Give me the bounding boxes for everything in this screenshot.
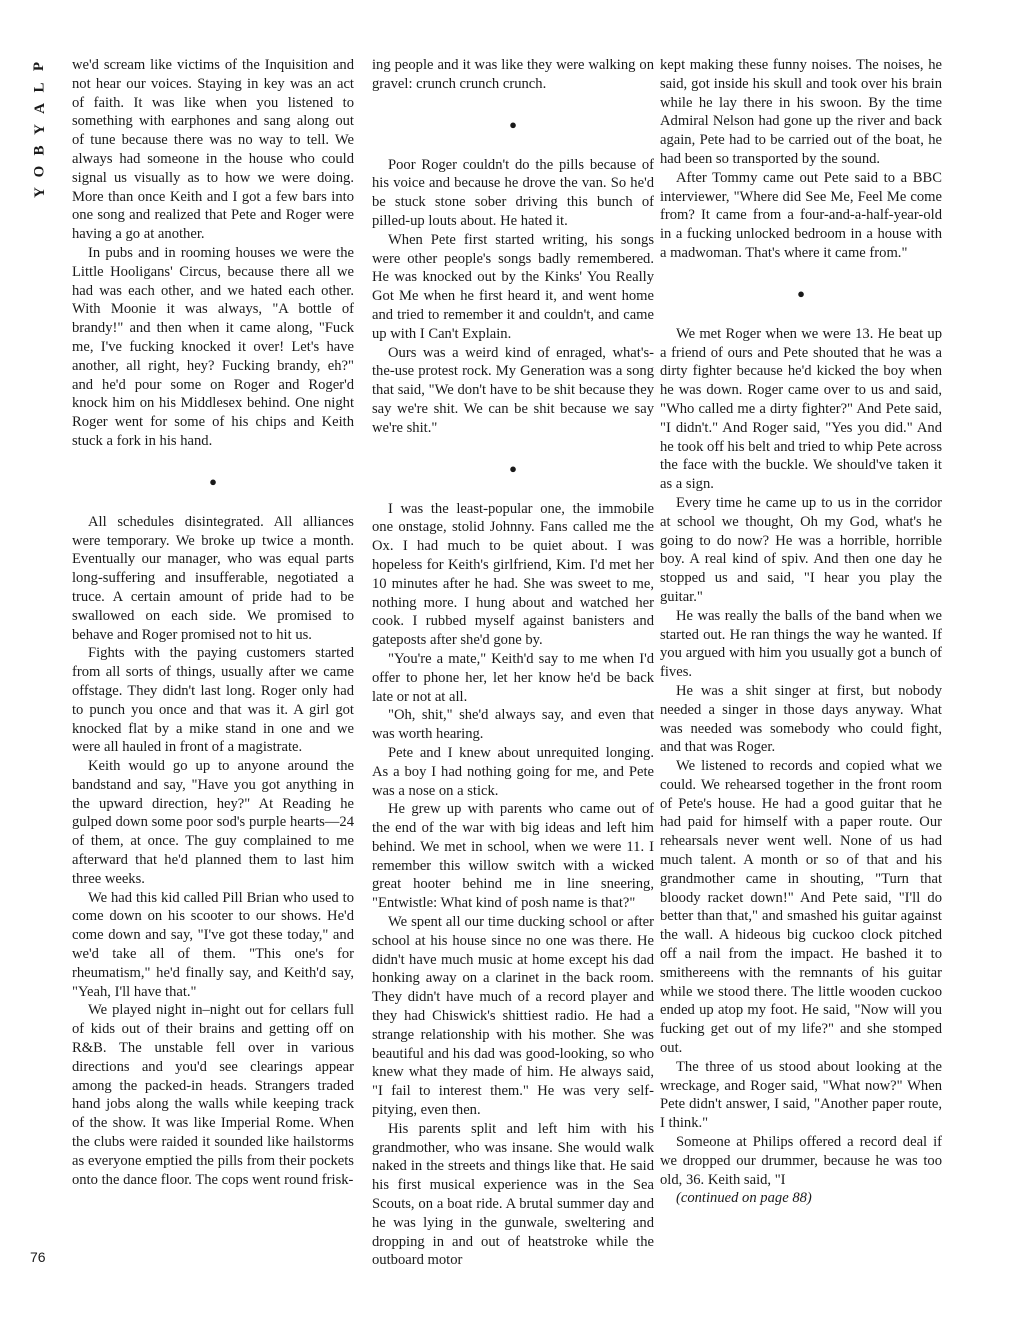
paragraph: Ours was a weird kind of enraged, what's-the-use protest rock. My Generation was a song that said, "We don't have to be shit because they say we're shit. We can be shit because we say we're shit." [372,344,654,436]
paragraph: ing people and it was like they were walking on gravel: crunch crunch crunch. [372,57,654,92]
paragraph: Every time he came up to us in the corridor at school we thought, Oh my God, what's he going to do now? He was a horrible, horrible boy. A real kind of spiv. And then one day he stopped us and said, "I hear you play the guitar." [660,494,942,605]
paragraph: He was really the balls of the band when we started out. He ran things the way he wanted. If you argued with him you usually got a bunch of fives. [660,607,942,681]
paragraph: We listened to records and copied what we could. We rehearsed together in the front room of Pete's house. He had a good guitar that he had paid for himself with a paper route. Our rehearsals never went well. None of us had much talent. A month or so of that and his grandmother came in shouting, "Turn that bloody racket down!" And Pete said, "I'll do better than that," and smashed his guitar against the wall. A hideous big cuckoo clock pitched off a nail from the impact. He bashed it to smithereens with the remnants of his guitar while we stood there. The little wooden cuckoo ended up atop my foot. He said, "Now will you fucking get out of my life?" and she stomped out. [660,758,942,1057]
paragraph: we'd scream like victims of the Inquisition and not hear our voices. Staying in key was an act of faith. It was like when you listened to something with earphones and sang along out of tune because there was no way to tell. We always had someone in the house who could signal us visually as to how we were doing. More than once Keith and I got a few bars into one song and realized that Pete and Roger were having a go at another. [72,57,354,243]
section-break-bullet: ● [797,285,805,301]
paragraph: We met Roger when we were 13. He beat up a friend of ours and Pete shouted that he was a dirty fighter because he'd kicked the boy when he was down. Roger came over to us and said, "Who called me a dirty fighter?" And Pete said, "I didn't." And Roger said, "Yes you did." And he took off his belt and tried to whip Pete across the face with the buckle. We should've taken it as a sign. [660,325,942,493]
paragraph: All schedules disintegrated. All alliances were temporary. We broke up twice a month. Eventually our manager, who was equal parts long-suffering and insufferable, negotiated a truce. A certain amount of pride had to be swallowed on each side. We promised to behave and Roger promised not to hit us. [72,513,354,643]
continued-note: (continued on page 88) [676,1190,812,1207]
paragraph: Someone at Philips offered a record deal if we dropped our drummer, because he was too old, 36. Keith said, "I [660,1134,942,1188]
paragraph: Poor Roger couldn't do the pills because of his voice and because he drove the van. So he'd be stuck stone sober driving this bunch of pilled-up louts about. He hated it. [372,156,654,229]
paragraph: We played night in–night out for cellars full of kids out of their brains and getting off on R&B. The unstable fell over in various directions and you'd see clearings appear among the packed-in heads. Strangers traded hand jobs along the walls while keeping track of the show. It was like Imperial Rome. When the clubs were raided it sounded like hailstorms as everyone emptied the pills from their pockets onto the dance floor. The cops went round frisk- [72,1002,354,1188]
paragraph: Fights with the paying customers started from all sorts of things, usually after we came offstage. They didn't last long. Roger only had to punch you once and that was it. A girl got knocked flat by a mike stand in one and we were all hauled in front of a magistrate. [72,645,354,756]
paragraph: We had this kid called Pill Brian who used to come down on his scooter to our shows. He'd come down and say, "I've got these today," and we'd take all of them. "This one's for rheumatism," he'd finally say, and Keith'd say, "Yeah, I'll have that." [72,889,354,1000]
paragraph: His parents split and left him with his grandmother, who was insane. She would walk naked in the streets and things like that. He said his first musical experience was in the Sea Scouts, on a boat ride. A brutal summer day and he was lying in the gunwale, sweltering and dropping in and out of heatstroke while the outboard motor [372,1120,654,1269]
masthead-letter: Y [31,124,48,135]
page-number: 76 [30,1249,46,1265]
paragraph: "You're a mate," Keith'd say to me when I'd offer to phone her, let her know he'd be back late or not at all. [372,650,654,705]
masthead-letter: O [31,165,48,178]
paragraph: Pete and I knew about unrequited longing. As a boy I had nothing going for me, and Pete was a nose on a stick. [372,744,654,799]
magazine-masthead [30,56,50,203]
masthead-letter: P [31,61,48,72]
paragraph: After Tommy came out Pete said to a BBC interviewer, "Where did See Me, Feel Me come from? It came from a four-and-a-half-year-old in a fucking unlocked bedroom in a house with a madwoman. That's where it came from." [660,169,942,261]
masthead-letter: L [31,82,48,93]
section-break-bullet: ● [509,116,517,132]
masthead-letter: B [31,145,48,156]
section-break-bullet: ● [509,460,517,476]
text-column-2 [372,56,654,1271]
paragraph: kept making these funny noises. The noises, he said, got inside his skull and took over his brain while he lay there in his swoon. By the time Admiral Nelson had gone up the river and back again, Pete had to be carried out of the boat, he had been so transported by the sound. [660,57,942,167]
masthead-letter: Y [31,187,48,198]
section-break-bullet: ● [209,473,217,489]
paragraph: He was a shit singer at first, but nobody needed a singer in those days anyway. What was needed was somebody who could fight, and that was Roger. [660,682,942,756]
paragraph: In pubs and in rooming houses we were the Little Hooligans' Circus, because there all we had was each other, and we hated each other. With Moonie it was always, "A bottle of brandy!" and then when it came along, "Fuck me, I've fucking knocked it over! Let's have another, all right, hey? Fucking brandy, eh?" and he'd pour some on Roger and Roger'd knock him on his Middlesex behind. One night Roger went for some of his chips and Keith stuck a fork in his hand. [72,244,354,449]
masthead-letter: A [31,103,48,114]
paragraph: "Oh, shit," she'd always say, and even that was worth hearing. [372,707,654,743]
paragraph: We spent all our time ducking school or after school at his house since no one was there. He didn't have much music at home except his dad honking away on a clarinet in the back room. They didn't have much of a record player and they had Chiswick's shittiest radio. He had a strange relationship with his mother. She was beautiful and his dad was good-looking, so who knew what they made of him. He always said, "I fail to interest them." He was very self-pitying, even then. [372,914,654,1119]
paragraph: I was the least-popular one, the immobile one onstage, stolid Johnny. Fans called me the Ox. I had much to be quiet about. I was hopeless for Keith's girlfriend, Kim. I'd met her 10 minutes after he had. She was sweet to me, nothing more. I hung about and watched her cook. I rubbed myself against banisters and gateposts after she'd gone by. [372,500,654,649]
paragraph: Keith would go up to anyone around the bandstand and say, "Have you got anything in the upward direction, hey?" At Reading he gulped down some poor sod's purple hearts—24 of them, at once. The guy complained to me afterward that he'd planned them to last him three weeks. [72,758,354,887]
paragraph: The three of us stood about looking at the wreckage, and Roger said, "What now?" When Pete didn't answer, I said, "Another paper route, I think." [660,1058,942,1132]
paragraph: He grew up with parents who came out of the end of the war with big ideas and left him behind. We met in school, when we were 11. I remember this willow switch with a wicked great hooter behind me in line sneering, "Entwistle: What kind of posh name is that?" [372,801,654,912]
text-column-3 [660,56,942,1271]
text-column-1 [72,56,354,1271]
paragraph: When Pete first started writing, his songs were other people's songs badly remembered. He was knocked out by the Kinks' You Really Got Me when he first heard it, and went home and tried to remember it and couldn't, and came up with I Can't Explain. [372,231,654,342]
